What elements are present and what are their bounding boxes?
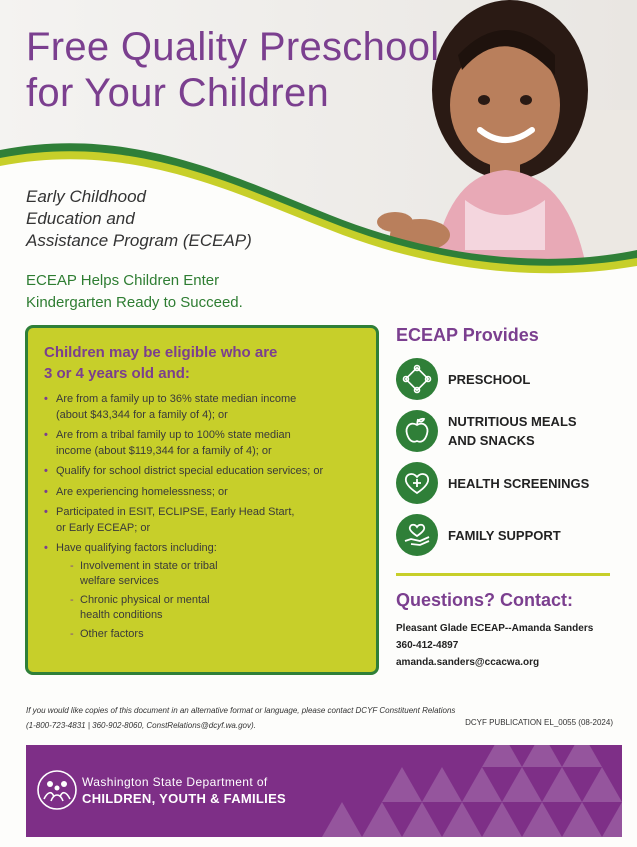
factor-item (70, 593, 362, 624)
factor-item (70, 627, 362, 643)
hand-heart-icon (396, 514, 438, 556)
factor-text: - Involvement in state or tribal (80, 559, 218, 572)
item-text: • Have qualifying factors including: (56, 542, 217, 554)
provides-label (448, 474, 589, 493)
section-divider (396, 573, 610, 576)
title-line-1: Free Quality Preschool (26, 25, 440, 69)
contact-name: Pleasant Glade ECEAP--Amanda Sanders (396, 623, 594, 634)
item-text: or Early ECEAP; or (56, 521, 151, 534)
eligibility-title-line-1: Children may be eligible who are (44, 344, 278, 361)
footer-pattern (322, 745, 622, 837)
provides-item-meals (396, 410, 626, 452)
provides-label-line: AND SNACKS (448, 433, 535, 448)
list-item (44, 392, 362, 423)
tagline-line-2: Kindergarten Ready to Succeed. (26, 294, 243, 311)
agency-line-1: Washington State Department of (82, 775, 268, 789)
provides-label-line: HEALTH SCREENINGS (448, 476, 590, 491)
title-line-2: for Your Children (26, 71, 330, 115)
qualifying-factors-list (56, 559, 362, 643)
program-name (26, 186, 252, 252)
list-item (44, 485, 362, 501)
list-item (44, 541, 362, 642)
item-text: • Are experiencing homelessness; or (56, 485, 228, 498)
item-text: income (about $119,344 for a family of 4); or (56, 444, 272, 457)
provides-label (448, 412, 577, 450)
provides-label (448, 370, 530, 389)
item-text: • Are from a tribal family up to 100% state median (56, 429, 291, 441)
provides-label-line: NUTRITIOUS MEALS (448, 414, 577, 429)
item-text: • Participated in ESIT, ECLIPSE, Early Head Start, (56, 506, 295, 518)
notice-line-2: (1-800-723-4831 | 360-902-8060, ConstRelations@dcyf.wa.gov). (26, 721, 256, 730)
provides-label (448, 526, 561, 545)
eligibility-box (25, 325, 379, 675)
footer-banner (26, 745, 622, 837)
list-item (44, 505, 362, 536)
contact-phone: 360-412-4897 (396, 640, 459, 651)
contact-title: Questions? Contact: (396, 590, 574, 610)
factor-text: health conditions (80, 609, 163, 621)
contact-info (396, 620, 593, 671)
provides-title: ECEAP Provides (396, 325, 539, 345)
program-line-3: Assistance Program (ECEAP) (26, 231, 252, 250)
factor-text: - Chronic physical or mental (80, 593, 210, 606)
eligibility-title (44, 342, 362, 384)
factor-text: - Other factors (80, 627, 144, 640)
program-line-2: Education and (26, 209, 135, 228)
provides-label-line: PRESCHOOL (448, 372, 531, 387)
provides-item-preschool (396, 358, 626, 400)
apple-icon (396, 410, 438, 452)
agency-name (82, 775, 286, 808)
item-text: • Are from a family up to 36% state median income (56, 393, 297, 405)
hero-banner (0, 0, 637, 300)
puzzle-icon (396, 358, 438, 400)
program-line-1: Early Childhood (26, 187, 147, 206)
list-item (44, 464, 362, 480)
page-title (26, 24, 439, 116)
eligibility-title-line-2: 3 or 4 years old and: (44, 365, 190, 382)
eligibility-list (44, 392, 362, 642)
factor-text: welfare services (80, 575, 159, 587)
heart-cross-icon (396, 462, 438, 504)
list-item (44, 428, 362, 459)
tagline-line-1: ECEAP Helps Children Enter (26, 272, 220, 289)
agency-line-2: CHILDREN, YOUTH & FAMILIES (82, 791, 287, 806)
item-text: • Qualify for school district special education services; or (56, 465, 324, 477)
notice-line-1: If you would like copies of this document in an alternative format or language, please contact DCYF Constituent Relations (26, 706, 456, 715)
provides-item-family (396, 514, 626, 556)
publication-number: DCYF PUBLICATION EL_0055 (08-2024) (465, 718, 613, 727)
factor-item (70, 559, 362, 590)
contact-email: amanda.sanders@ccacwa.org (396, 657, 540, 668)
agency-logo-icon (36, 769, 78, 811)
tagline (26, 270, 243, 314)
provides-label-line: FAMILY SUPPORT (448, 528, 561, 543)
provides-item-health (396, 462, 626, 504)
item-text: (about $43,344 for a family of 4); or (56, 408, 228, 421)
